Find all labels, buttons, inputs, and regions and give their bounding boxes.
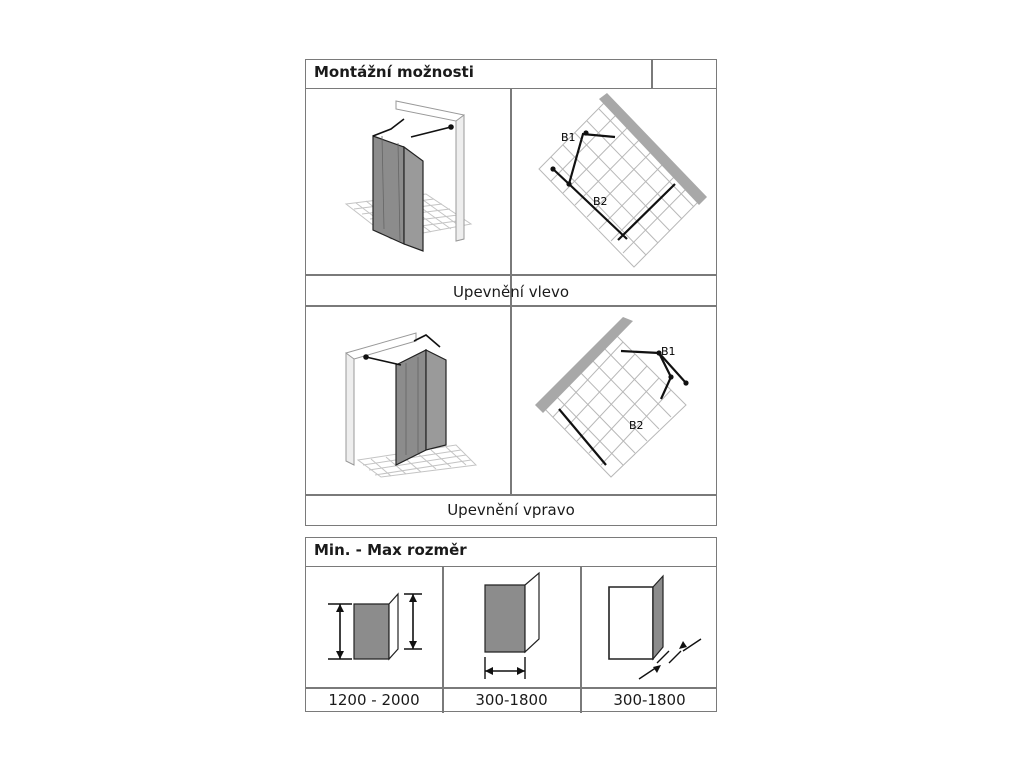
dim-value-width: 300-1800 (475, 691, 548, 709)
row-divider-1 (306, 274, 716, 276)
left-mount-3d-illustration (306, 89, 510, 274)
b2-label: B2 (593, 195, 608, 208)
row-divider-3 (306, 494, 716, 496)
b1-label: B1 (561, 131, 576, 144)
depth-dimension-illustration (581, 567, 718, 687)
right-mount-plan-illustration (511, 305, 718, 494)
dim-value-depth: 300-1800 (613, 691, 686, 709)
mounting-options-panel (305, 59, 717, 526)
mounting-title: Montážní možnosti (314, 63, 474, 81)
dimensions-header (306, 538, 716, 567)
b2-label: B2 (629, 419, 644, 432)
left-mount-caption: Upevnění vlevo (452, 283, 570, 301)
mounting-header (306, 60, 716, 89)
dimensions-title: Min. - Max rozměr (314, 541, 467, 559)
dim-value-divider (306, 687, 716, 689)
header-divider (651, 60, 653, 89)
left-mount-plan-illustration (511, 89, 718, 274)
wall-strip (535, 317, 633, 413)
dimensions-panel (305, 537, 717, 712)
width-dimension-illustration (443, 567, 580, 687)
height-dimension-illustration (306, 567, 442, 687)
right-mount-caption: Upevnění vpravo (447, 501, 575, 519)
glass-panel (373, 136, 423, 251)
right-mount-3d-illustration (306, 305, 510, 494)
b1-label: B1 (661, 345, 676, 358)
dim-value-height: 1200 - 2000 (328, 691, 420, 709)
